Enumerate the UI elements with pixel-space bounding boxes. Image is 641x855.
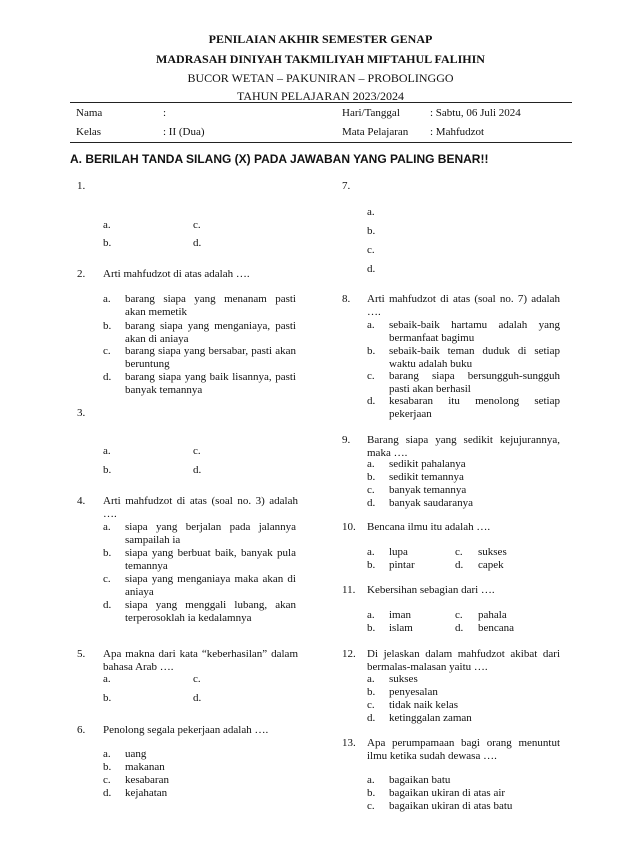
question-4-number: 4. xyxy=(77,495,86,507)
question-9-text: Barang siapa yang sedikit kejujurannya, maka …. xyxy=(367,434,560,459)
question-7-option-c: c. xyxy=(367,244,375,256)
question-8-option-c: barang siapa bersungguh-sungguh pasti akan berhasil xyxy=(389,370,560,395)
question-11-option-c: pahala xyxy=(478,609,507,621)
question-4-option-b: siapa yang berbuat baik, banyak pula temannya xyxy=(125,547,296,572)
question-5-option-a: a. xyxy=(103,673,111,685)
question-10-number: 10. xyxy=(342,521,356,533)
question-8-option-a: sebaik-baik hartamu adalah yang bermanfaat bagimu xyxy=(389,319,560,344)
question-2-option-a: barang siapa yang menanam pasti akan memetik xyxy=(125,293,296,318)
question-11-letter-d: d. xyxy=(455,622,464,634)
nama-value: : xyxy=(163,107,167,119)
question-12-number: 12. xyxy=(342,648,356,660)
section-a-instruction: A. BERILAH TANDA SILANG (X) PADA JAWABAN YANG PALING BENAR!! xyxy=(70,152,489,166)
question-8-number: 8. xyxy=(342,293,351,305)
question-10-option-c: sukses xyxy=(478,546,507,558)
question-13-number: 13. xyxy=(342,737,356,749)
question-9-option-b: sedikit temannya xyxy=(389,471,464,483)
question-5-number: 5. xyxy=(77,648,86,660)
question-12-option-b: penyesalan xyxy=(389,686,438,698)
question-6-option-a: uang xyxy=(125,748,147,760)
question-10-option-d: capek xyxy=(478,559,504,571)
question-12-letter-a: a. xyxy=(367,673,375,685)
question-10-letter-b: b. xyxy=(367,559,376,571)
question-13-letter-c: c. xyxy=(367,800,375,812)
question-5-option-c: c. xyxy=(193,673,201,685)
question-12-option-d: ketinggalan zaman xyxy=(389,712,472,724)
question-11-letter-a: a. xyxy=(367,609,375,621)
question-3-option-a: a. xyxy=(103,445,111,457)
header-title: PENILAIAN AKHIR SEMESTER GENAP xyxy=(208,32,433,46)
question-4-option-c: siapa yang menganiaya maka akan di aniaya xyxy=(125,573,296,598)
question-6-option-d: kejahatan xyxy=(125,787,168,799)
question-4-letter-b: b. xyxy=(103,547,112,559)
header-school: MADRASAH DINIYAH TAKMILIYAH MIFTAHUL FALIHIN xyxy=(156,52,485,66)
question-3-number: 3. xyxy=(77,407,86,419)
question-6-option-b: makanan xyxy=(125,761,165,773)
question-2-option-c: barang siapa yang bersabar, pasti akan beruntung xyxy=(125,345,296,370)
question-9-letter-d: d. xyxy=(367,497,376,509)
question-13-letter-a: a. xyxy=(367,774,375,786)
question-6-number: 6. xyxy=(77,724,86,736)
question-4-text: Arti mahfudzot di atas (soal no. 3) adalah …. xyxy=(103,495,298,520)
question-1-option-c: c. xyxy=(193,219,201,231)
question-8-text: Arti mahfudzot di atas (soal no. 7) adalah …. xyxy=(367,293,560,318)
question-11-letter-b: b. xyxy=(367,622,376,634)
question-12-letter-c: c. xyxy=(367,699,375,711)
question-11-letter-c: c. xyxy=(455,609,463,621)
question-2-option-b: barang siapa yang menganiaya, pasti akan di aniaya xyxy=(125,320,296,345)
question-8-letter-a: a. xyxy=(367,319,375,331)
question-4-option-d: siapa yang menggali lubang, akan terperosoklah ia kedalamnya xyxy=(125,599,296,624)
question-8-letter-c: c. xyxy=(367,370,375,382)
question-10-text: Bencana ilmu itu adalah …. xyxy=(367,521,491,533)
header-divider-top xyxy=(70,102,572,103)
question-12-option-c: tidak naik kelas xyxy=(389,699,459,711)
question-2-letter-c: c. xyxy=(103,345,111,357)
question-1-number: 1. xyxy=(77,180,86,192)
question-2-letter-a: a. xyxy=(103,293,111,305)
question-7-number: 7. xyxy=(342,180,351,192)
question-6-text: Penolong segala pekerjaan adalah …. xyxy=(103,724,269,736)
question-6-letter-d: d. xyxy=(103,787,112,799)
nama-label: Nama xyxy=(76,107,103,119)
question-7-option-d: d. xyxy=(367,263,376,275)
question-9-letter-a: a. xyxy=(367,458,375,470)
question-12-option-a: sukses xyxy=(389,673,418,685)
question-8-option-b: sebaik-baik teman duduk di setiap waktu adalah buku xyxy=(389,345,560,370)
question-3-option-b: b. xyxy=(103,464,112,476)
question-5-text: Apa makna dari kata “keberhasilan” dalam bahasa Arab …. xyxy=(103,648,298,673)
question-2-option-d: barang siapa yang baik lisannya, pasti banyak temannya xyxy=(125,371,296,396)
hari-value: : Sabtu, 06 Juli 2024 xyxy=(430,107,521,119)
kelas-value: : II (Dua) xyxy=(163,126,205,138)
question-9-letter-b: b. xyxy=(367,471,376,483)
question-2-text: Arti mahfudzot di atas adalah …. xyxy=(103,268,250,280)
question-12-text: Di jelaskan dalam mahfudzot akibat dari bermalas-malasan yaitu …. xyxy=(367,648,560,673)
question-11-option-b: islam xyxy=(389,622,413,634)
question-2-number: 2. xyxy=(77,268,86,280)
header-year: TAHUN PELAJARAN 2023/2024 xyxy=(236,89,405,103)
question-12-letter-d: d. xyxy=(367,712,376,724)
question-4-option-a: siapa yang berjalan pada jalannya sampailah ia xyxy=(125,521,296,546)
mapel-label: Mata Pelajaran xyxy=(342,126,409,138)
question-8-option-d: kesabaran itu menolong setiap pekerjaan xyxy=(389,395,560,420)
question-13-option-b: bagaikan ukiran di atas air xyxy=(389,787,506,799)
question-9-option-a: sedikit pahalanya xyxy=(389,458,466,470)
question-8-letter-b: b. xyxy=(367,345,376,357)
question-7-option-b: b. xyxy=(367,225,376,237)
kelas-label: Kelas xyxy=(76,126,102,138)
question-3-option-d: d. xyxy=(193,464,202,476)
question-5-option-b: b. xyxy=(103,692,112,704)
question-13-text: Apa perumpamaan bagi orang menuntut ilmu ketika sudah dewasa …. xyxy=(367,737,560,762)
question-8-letter-d: d. xyxy=(367,395,376,407)
question-5-option-d: d. xyxy=(193,692,202,704)
question-6-letter-c: c. xyxy=(103,774,111,786)
question-7-option-a: a. xyxy=(367,206,375,218)
question-4-letter-d: d. xyxy=(103,599,112,611)
question-4-letter-c: c. xyxy=(103,573,111,585)
question-6-letter-a: a. xyxy=(103,748,111,760)
header-divider-bottom xyxy=(70,142,572,143)
header-address: BUCOR WETAN – PAKUNIRAN – PROBOLINGGO xyxy=(187,71,454,85)
question-13-letter-b: b. xyxy=(367,787,376,799)
question-9-letter-c: c. xyxy=(367,484,375,496)
question-9-number: 9. xyxy=(342,434,351,446)
question-1-option-d: d. xyxy=(193,237,202,249)
question-6-option-c: kesabaran xyxy=(125,774,169,786)
question-9-option-c: banyak temannya xyxy=(389,484,467,496)
question-11-number: 11. xyxy=(342,584,356,596)
question-11-option-a: iman xyxy=(389,609,411,621)
question-11-option-d: bencana xyxy=(478,622,515,634)
question-2-letter-b: b. xyxy=(103,320,112,332)
question-4-letter-a: a. xyxy=(103,521,111,533)
hari-label: Hari/Tanggal xyxy=(342,107,400,119)
question-10-option-b: pintar xyxy=(389,559,415,571)
question-10-letter-d: d. xyxy=(455,559,464,571)
mapel-value: : Mahfudzot xyxy=(430,126,485,138)
question-2-letter-d: d. xyxy=(103,371,112,383)
question-11-text: Kebersihan sebagian dari …. xyxy=(367,584,495,596)
question-12-letter-b: b. xyxy=(367,686,376,698)
question-6-letter-b: b. xyxy=(103,761,112,773)
question-3-option-c: c. xyxy=(193,445,201,457)
question-1-option-b: b. xyxy=(103,237,112,249)
question-13-option-c: bagaikan ukiran di atas batu xyxy=(389,800,513,812)
question-10-option-a: lupa xyxy=(389,546,408,558)
question-1-option-a: a. xyxy=(103,219,111,231)
question-13-option-a: bagaikan batu xyxy=(389,774,451,786)
question-10-letter-a: a. xyxy=(367,546,375,558)
question-9-option-d: banyak saudaranya xyxy=(389,497,473,509)
question-10-letter-c: c. xyxy=(455,546,463,558)
